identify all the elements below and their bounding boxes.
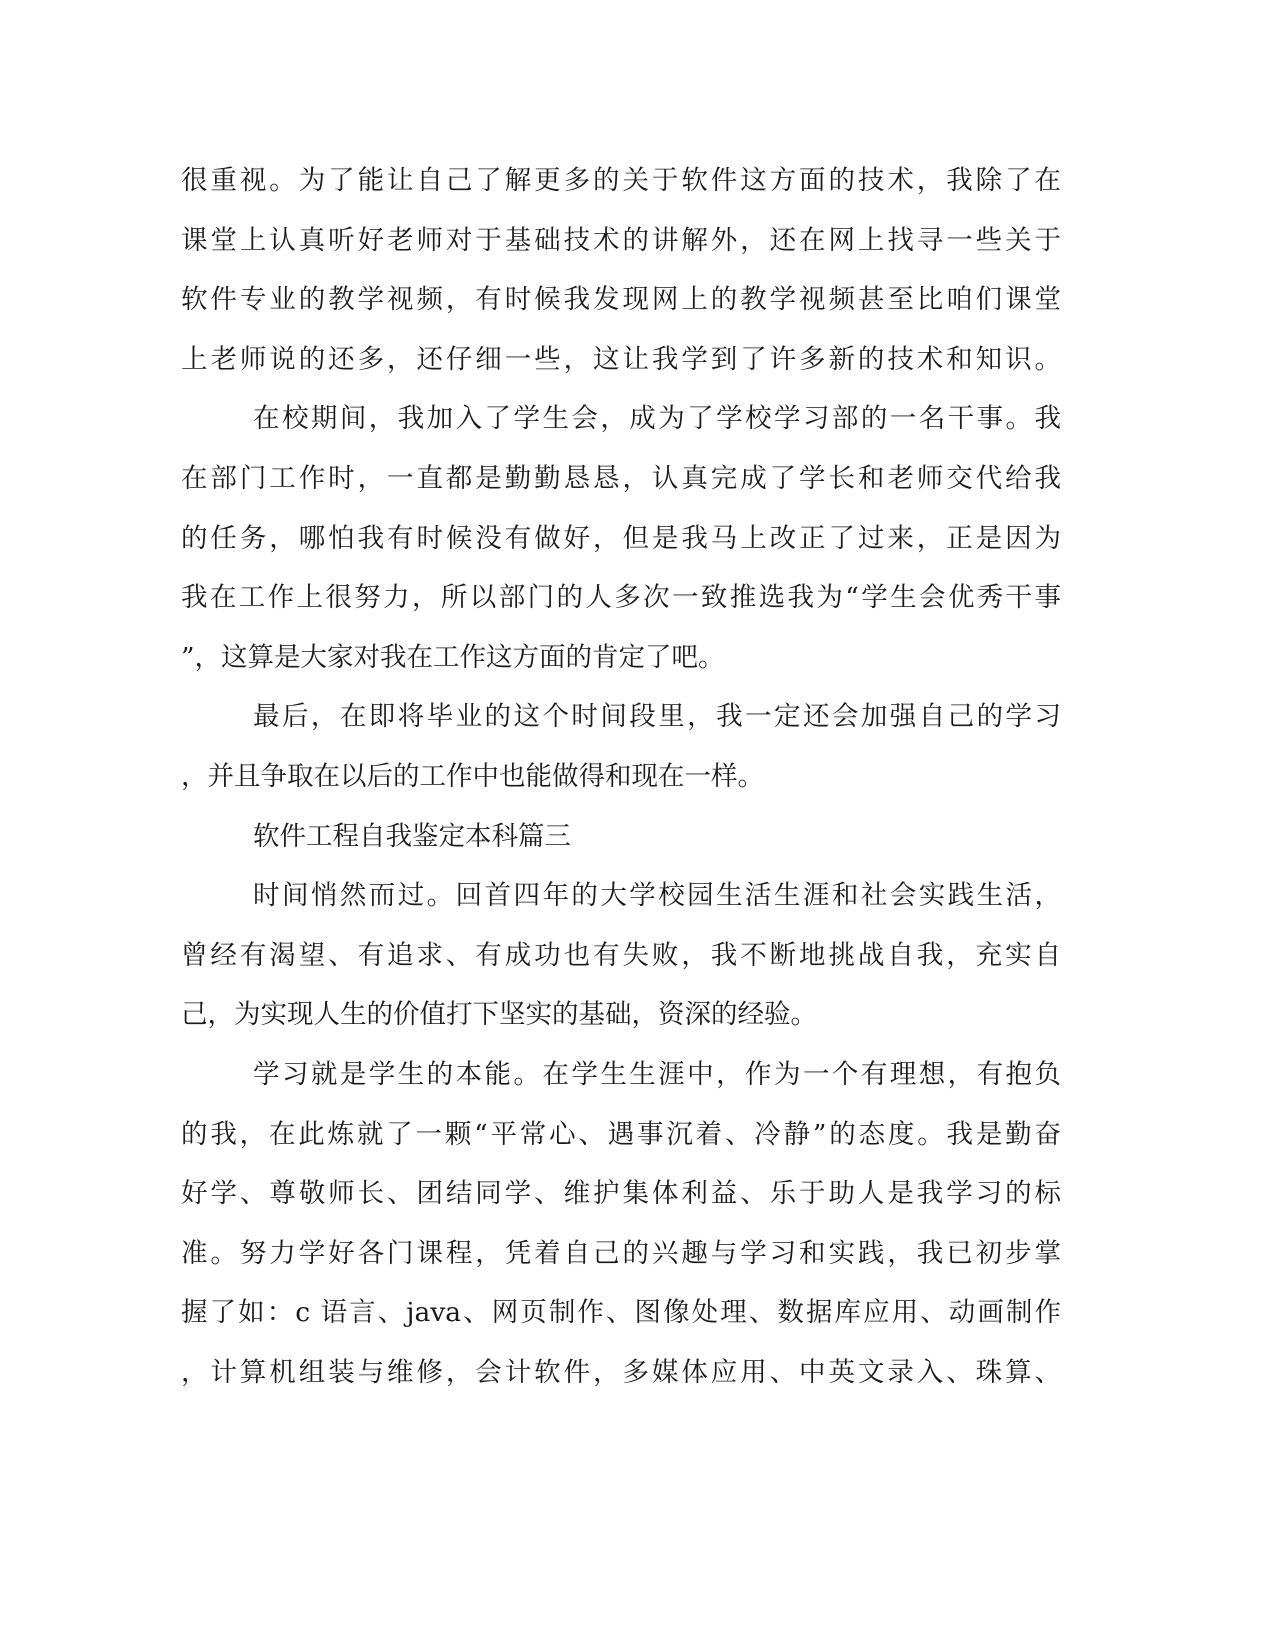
text-line: 上老师说的还多，还仔细一些，这让我学到了许多新的技术和知识。	[181, 343, 1061, 375]
text-line: 准。努力学好各门课程，凭着自己的兴趣与学习和实践，我已初步掌	[181, 1237, 1061, 1269]
text-line: 最后，在即将毕业的这个时间段里，我一定还会加强自己的学习	[253, 701, 1061, 733]
text-line: 的任务，哪怕我有时候没有做好，但是我马上改正了过来，正是因为	[181, 522, 1061, 554]
text-line: ”，这算是大家对我在工作这方面的肯定了吧。	[181, 641, 725, 673]
text-line: 己，为实现人生的价值打下坚实的基础，资深的经验。	[181, 999, 817, 1031]
text-line: 课堂上认真听好老师对于基础技术的讲解外，还在网上找寻一些关于	[181, 224, 1061, 256]
text-line: 很重视。为了能让自己了解更多的关于软件这方面的技术，我除了在	[181, 165, 1061, 196]
text-line: 好学、尊敬师长、团结同学、维护集体利益、乐于助人是我学习的标	[181, 1178, 1061, 1210]
text-line: 的我，在此炼就了一颗“平常心、遇事沉着、冷静”的态度。我是勤奋	[181, 1118, 1061, 1150]
text-line: 在校期间，我加入了学生会，成为了学校学习部的一名干事。我	[253, 403, 1061, 435]
text-line: 在部门工作时，一直都是勤勤恳恳，认真完成了学长和老师交代给我	[181, 462, 1061, 494]
text-line: 曾经有渴望、有追求、有成功也有失败，我不断地挑战自我，充实自	[181, 939, 1061, 971]
text-line: 我在工作上很努力，所以部门的人多次一致推选我为“学生会优秀干事	[181, 582, 1061, 614]
text-line: 软件专业的教学视频，有时候我发现网上的教学视频甚至比咱们课堂	[181, 284, 1061, 316]
document-body	[181, 151, 1061, 1402]
text-line: 握了如：c 语言、java、网页制作、图像处理、数据库应用、动画制作	[181, 1297, 1061, 1329]
text-line: 学习就是学生的本能。在学生生涯中，作为一个有理想，有抱负	[253, 1058, 1061, 1090]
text-line: 时间悄然而过。回首四年的大学校园生活生涯和社会实践生活，	[253, 880, 1061, 912]
text-line: 软件工程自我鉴定本科篇三	[253, 820, 571, 852]
text-line: ，并且争取在以后的工作中也能做得和现在一样。	[181, 760, 764, 792]
text-line: ，计算机组装与维修，会计软件，多媒体应用、中英文录入、珠算、	[181, 1356, 1061, 1388]
